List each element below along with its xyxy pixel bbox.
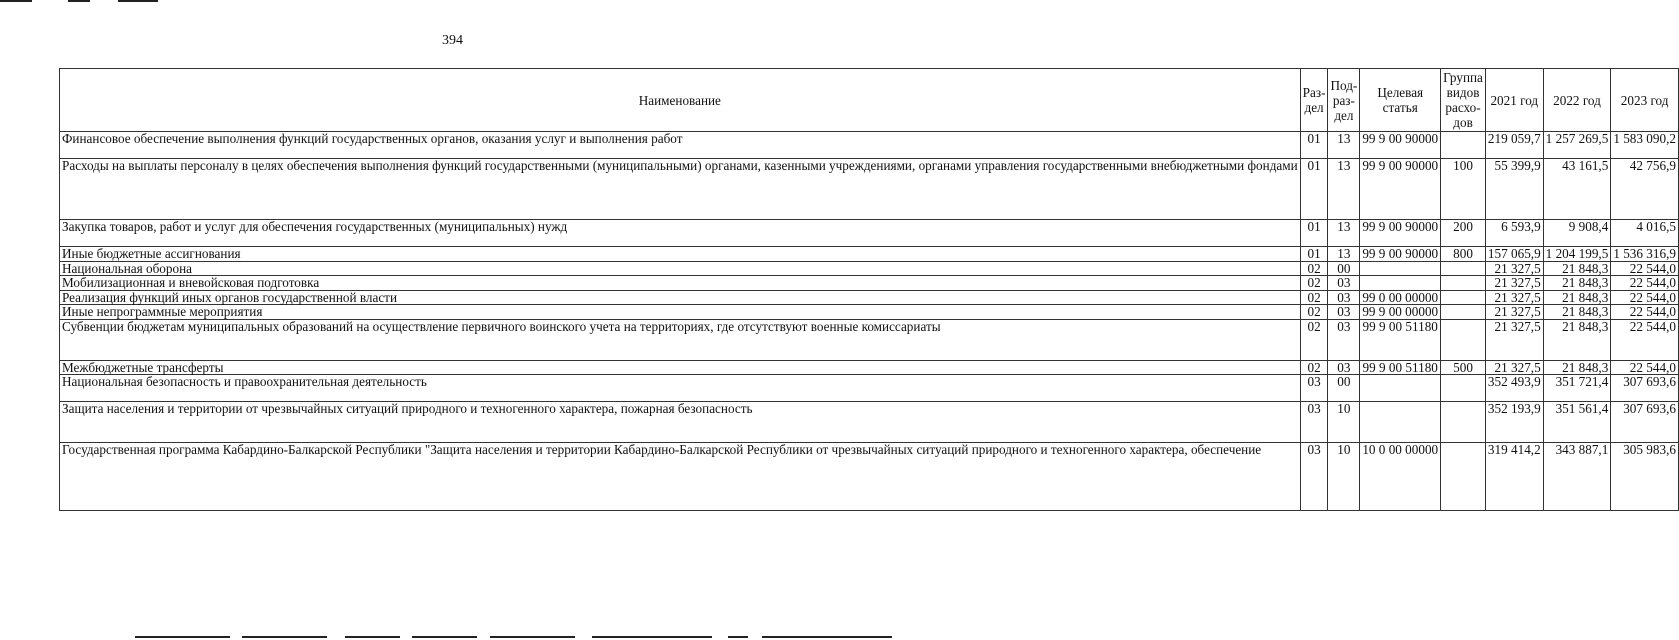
row-group	[1441, 443, 1486, 511]
row-section: 02	[1300, 290, 1328, 305]
row-group	[1441, 305, 1486, 320]
row-name: Финансовое обеспечение выполнения функций государственных органов, оказания услуг и выполнения работ	[60, 132, 1301, 159]
row-name: Реализация функций иных органов государственной власти	[60, 290, 1301, 305]
row-2023: 22 544,0	[1611, 290, 1679, 305]
header-2021: 2021 год	[1485, 69, 1543, 132]
budget-table	[59, 68, 1679, 511]
row-group: 200	[1441, 220, 1486, 247]
row-subsection: 00	[1328, 261, 1360, 276]
row-2022: 21 848,3	[1543, 360, 1611, 375]
header-name: Наименование	[60, 69, 1301, 132]
row-section: 02	[1300, 276, 1328, 291]
table-header-row	[60, 69, 1679, 132]
row-group	[1441, 375, 1486, 402]
row-subsection: 13	[1328, 159, 1360, 220]
scan-artifact-top	[0, 0, 32, 2]
row-group: 500	[1441, 360, 1486, 375]
row-subsection: 13	[1328, 132, 1360, 159]
row-subsection: 03	[1328, 276, 1360, 291]
row-2021: 55 399,9	[1485, 159, 1543, 220]
row-section: 01	[1300, 132, 1328, 159]
row-2023: 307 693,6	[1611, 402, 1679, 443]
row-2023: 22 544,0	[1611, 360, 1679, 375]
row-2021: 21 327,5	[1485, 305, 1543, 320]
row-2021: 219 059,7	[1485, 132, 1543, 159]
row-subsection: 03	[1328, 319, 1360, 360]
row-2021: 21 327,5	[1485, 319, 1543, 360]
table-row	[60, 402, 1679, 443]
table-row	[60, 443, 1679, 511]
row-2022: 1 204 199,5	[1543, 247, 1611, 262]
row-2022: 21 848,3	[1543, 319, 1611, 360]
row-group	[1441, 261, 1486, 276]
row-2023: 22 544,0	[1611, 305, 1679, 320]
row-2022: 1 257 269,5	[1543, 132, 1611, 159]
row-group: 800	[1441, 247, 1486, 262]
row-section: 03	[1300, 375, 1328, 402]
row-target: 99 9 00 90000	[1360, 159, 1441, 220]
row-name: Мобилизационная и вневойсковая подготовка	[60, 276, 1301, 291]
row-2022: 21 848,3	[1543, 261, 1611, 276]
table-body	[60, 132, 1679, 511]
row-target: 99 9 00 51180	[1360, 360, 1441, 375]
row-target: 99 9 00 00000	[1360, 305, 1441, 320]
table-row	[60, 290, 1679, 305]
table-row	[60, 220, 1679, 247]
row-2021: 352 193,9	[1485, 402, 1543, 443]
row-2022: 351 561,4	[1543, 402, 1611, 443]
row-name: Закупка товаров, работ и услуг для обеспечения государственных (муниципальных) нужд	[60, 220, 1301, 247]
row-name: Расходы на выплаты персоналу в целях обеспечения выполнения функций государственными (муниципальными) органами, казенными учреждениями, органами управления государственными внебюджетными фондами	[60, 159, 1301, 220]
scan-artifact-bottom	[412, 636, 477, 638]
row-subsection: 13	[1328, 247, 1360, 262]
row-group	[1441, 319, 1486, 360]
row-2023: 42 756,9	[1611, 159, 1679, 220]
row-group: 100	[1441, 159, 1486, 220]
row-target	[1360, 375, 1441, 402]
table-row	[60, 276, 1679, 291]
row-group	[1441, 276, 1486, 291]
row-section: 02	[1300, 305, 1328, 320]
page-number: 394	[442, 33, 463, 48]
row-target: 99 9 00 51180	[1360, 319, 1441, 360]
scan-artifact-bottom	[490, 636, 575, 638]
row-2021: 157 065,9	[1485, 247, 1543, 262]
row-2021: 21 327,5	[1485, 290, 1543, 305]
row-target	[1360, 261, 1441, 276]
row-group	[1441, 132, 1486, 159]
row-section: 02	[1300, 360, 1328, 375]
row-target	[1360, 402, 1441, 443]
row-section: 01	[1300, 247, 1328, 262]
row-section: 02	[1300, 319, 1328, 360]
row-2022: 343 887,1	[1543, 443, 1611, 511]
row-2023: 22 544,0	[1611, 276, 1679, 291]
header-target: Целевая статья	[1360, 69, 1441, 132]
row-target: 99 9 00 90000	[1360, 220, 1441, 247]
scan-artifact-bottom	[728, 636, 748, 638]
row-2022: 9 908,4	[1543, 220, 1611, 247]
row-subsection: 00	[1328, 375, 1360, 402]
row-2022: 351 721,4	[1543, 375, 1611, 402]
row-2023: 1 536 316,9	[1611, 247, 1679, 262]
scan-artifact-bottom	[762, 636, 892, 638]
row-name: Межбюджетные трансферты	[60, 360, 1301, 375]
row-subsection: 10	[1328, 443, 1360, 511]
row-group	[1441, 402, 1486, 443]
header-section: Раз-дел	[1300, 69, 1328, 132]
row-section: 01	[1300, 159, 1328, 220]
row-2022: 21 848,3	[1543, 276, 1611, 291]
row-target: 99 0 00 00000	[1360, 290, 1441, 305]
scan-artifact-top	[68, 0, 90, 2]
table-row	[60, 375, 1679, 402]
row-target: 10 0 00 00000	[1360, 443, 1441, 511]
row-name: Субвенции бюджетам муниципальных образований на осуществление первичного воинского учета на территориях, где отсутствуют военные комиссариаты	[60, 319, 1301, 360]
row-2021: 319 414,2	[1485, 443, 1543, 511]
table-row	[60, 261, 1679, 276]
header-2022: 2022 год	[1543, 69, 1611, 132]
row-group	[1441, 290, 1486, 305]
header-group: Группа видов расхо-дов	[1441, 69, 1486, 132]
row-2021: 21 327,5	[1485, 261, 1543, 276]
row-section: 03	[1300, 443, 1328, 511]
row-target: 99 9 00 90000	[1360, 132, 1441, 159]
row-target	[1360, 276, 1441, 291]
scan-artifact-bottom	[242, 636, 327, 638]
row-2021: 6 593,9	[1485, 220, 1543, 247]
row-subsection: 10	[1328, 402, 1360, 443]
header-subsection: Под-раз-дел	[1328, 69, 1360, 132]
row-2021: 21 327,5	[1485, 276, 1543, 291]
row-2023: 305 983,6	[1611, 443, 1679, 511]
row-2023: 1 583 090,2	[1611, 132, 1679, 159]
row-2023: 307 693,6	[1611, 375, 1679, 402]
header-2023: 2023 год	[1611, 69, 1679, 132]
row-2023: 4 016,5	[1611, 220, 1679, 247]
row-2023: 22 544,0	[1611, 319, 1679, 360]
row-subsection: 03	[1328, 360, 1360, 375]
row-name: Национальная безопасность и правоохранительная деятельность	[60, 375, 1301, 402]
row-section: 01	[1300, 220, 1328, 247]
row-section: 03	[1300, 402, 1328, 443]
table-row	[60, 360, 1679, 375]
row-subsection: 13	[1328, 220, 1360, 247]
row-target: 99 9 00 90000	[1360, 247, 1441, 262]
row-name: Национальная оборона	[60, 261, 1301, 276]
scan-artifact-bottom	[135, 636, 230, 638]
table-row	[60, 319, 1679, 360]
scan-artifact-bottom	[345, 636, 400, 638]
row-name: Иные бюджетные ассигнования	[60, 247, 1301, 262]
row-name: Защита населения и территории от чрезвычайных ситуаций природного и техногенного характера, пожарная безопасность	[60, 402, 1301, 443]
row-subsection: 03	[1328, 290, 1360, 305]
scan-artifact-bottom	[592, 636, 712, 638]
row-name: Иные непрограммные мероприятия	[60, 305, 1301, 320]
row-2022: 43 161,5	[1543, 159, 1611, 220]
row-2022: 21 848,3	[1543, 290, 1611, 305]
row-2021: 352 493,9	[1485, 375, 1543, 402]
scan-artifact-top	[118, 0, 158, 2]
row-section: 02	[1300, 261, 1328, 276]
table-row	[60, 247, 1679, 262]
table-row	[60, 159, 1679, 220]
table-row	[60, 305, 1679, 320]
row-name: Государственная программа Кабардино-Балкарской Республики "Защита населения и территории Кабардино-Балкарской Республики от чрезвычайных ситуаций природного и техногенного характера, обеспечение	[60, 443, 1301, 511]
row-2021: 21 327,5	[1485, 360, 1543, 375]
row-2022: 21 848,3	[1543, 305, 1611, 320]
row-2023: 22 544,0	[1611, 261, 1679, 276]
row-subsection: 03	[1328, 305, 1360, 320]
table-row	[60, 132, 1679, 159]
